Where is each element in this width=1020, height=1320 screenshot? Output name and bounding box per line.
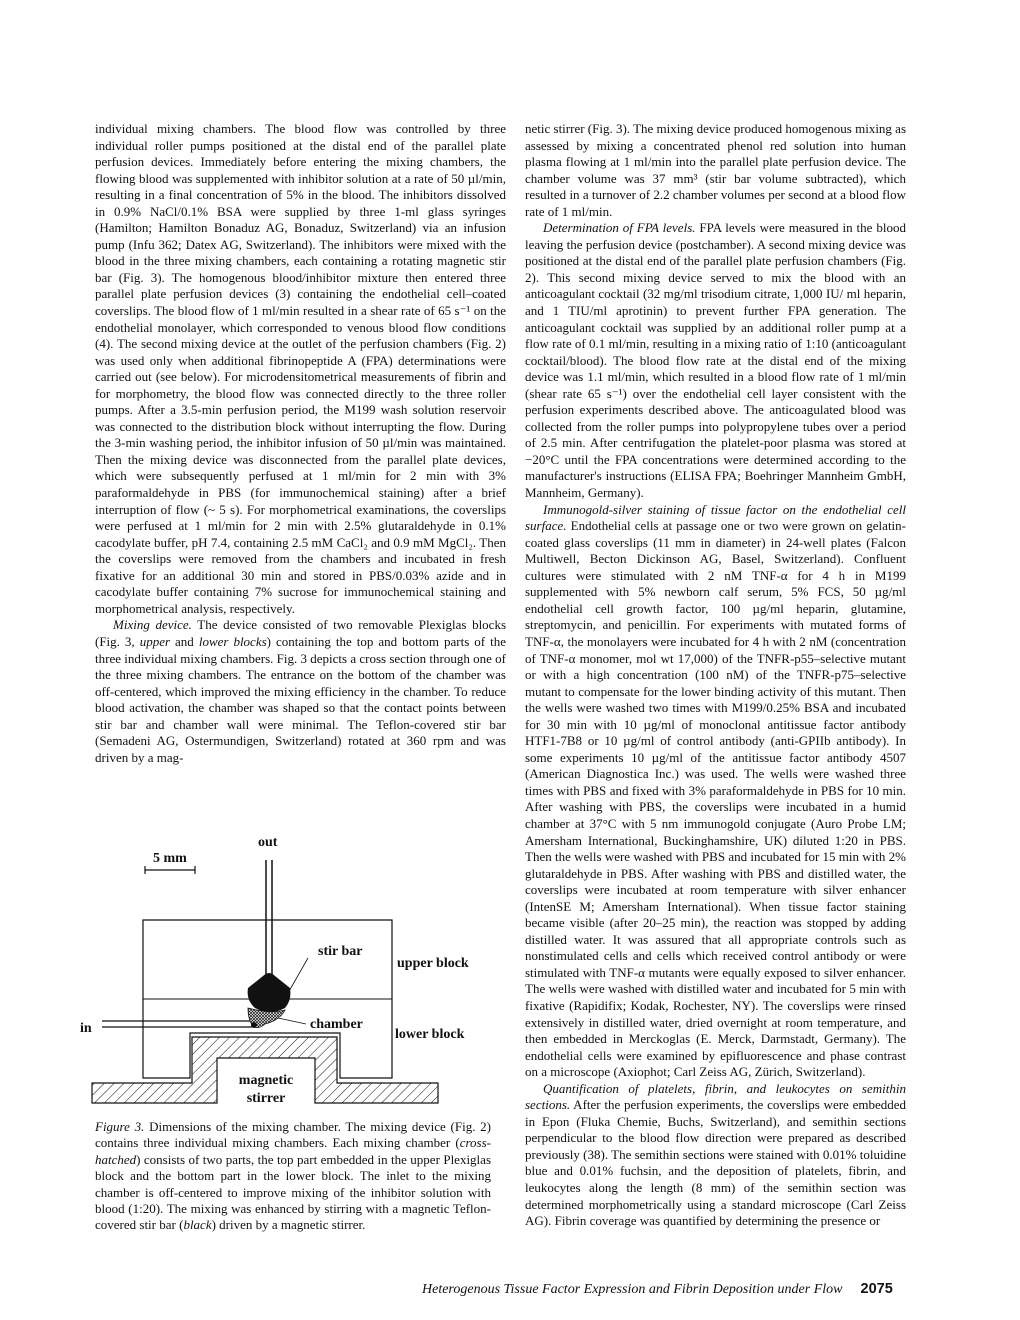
text: Endothelial cells at passage one or two were grown on gelatin-coated glass coverslips (11 mm in diameter) in 24-well plates (Falcon Multiwell, Becton Dickinson AG, Basel, Switzerland). Confluent cultures were stimulated with 2 nM TNF-α for 4 h in M199 supplemented with 5% newborn calf serum, 5% FCS, 50 µg/ml endothelial cell growth factor, 100 µg/ml heparin, glutamine, streptomycin, and penicillin. For experiments with mutated forms of TNF-α, the monolayers were incubated for 4 h with 2 nM (concentration of TNF-α monomer, mol wt 17,000) of the TNFR-p55–selective mutant or with a high concentration (100 nM) of the TNFR-p75–selective mutant to compensate for the lower binding activity of this mutant. Then the wells were washed two times with M199/0.25% BSA and incubated for 30 min with 10 µg/ml of monoclonal antitissue factor antibody HTF1-7B8 or 10 µg/ml of control antibody (anti-GPIIb antibody). In some experiments 10 µg/ml of the antitissue factor antibody 4507 (American Diagnostica Inc.) was used. The wells were washed three times with PBS and fixed with 3% paraformaldehyde in PBS for 10 min. After washing with PBS, the coverslips were incubated in a humid chamber at 37°C with 5 nm immunogold conjugate (Auro Probe LM; Amersham International, Buckinghamshire, UK) diluted 1:20 in PBS. Then the wells were washed with PBS and incubated for 15 min with 2% glutaraldehyde in PBS. After washing with PBS and distilled water, the coverslips were incubated at room temperature with silver enhancer (IntenSE M; Amersham International). When tissue factor staining became visible (after 20–25 min), the reaction was stopped by adding distilled water. It was assured that all appropriate controls such as nonstimulated cells and cells which received control antibody or were stimulated with TNF-α mutants were equally exposed to silver enhancer. The wells were washed with distilled water and incubated for 5 min with fixative (Rapidifix; Kodak, Rochester, NY). The coverslips were rinsed extensively in distilled water, dried overnight at room temperature, and then embedded in Merckoglas (E. Merck, Darmstadt, Germany). The endothelial cells were examined by epifluorescence and phase contrast on a microscope (Axiophot; Carl Zeiss AG, Zürich, Switzerland). [525, 518, 906, 1080]
caption-label: Figure 3. [95, 1119, 145, 1134]
text-italic: cross-hatched [95, 1135, 491, 1167]
paragraph-immunogold-staining [525, 502, 906, 1081]
text: ) containing the top and bottom parts of the three individual mixing chambers. Fig. 3 depicts a cross section through one of the three mixing chambers. The entrance on the bottom of the chamber was off-centered, which improved the mixing efficiency in the chamber. To reduce blood activation, the chamber was shaped so that the contact points between stir bar and chamber wall were minimal. The Teflon-covered stir bar (Semadeni AG, Ostermundigen, Switzerland) rotated at 360 rpm and was driven by a mag- [95, 633, 507, 765]
scale-bar [145, 866, 195, 874]
paragraph-mixing-device-cont: netic stirrer (Fig. 3). The mixing device produced homogenous mixing as assessed by mixing a concentrated phenol red solution into human plasma flowing at 1 ml/min into the parallel plate perfusion device. The chamber volume was 37 mm³ (stir bar volume subtracted), which resulted in a turnover of 2.2 chamber volumes per second at a blood flow rate of 1 ml/min. [525, 121, 907, 219]
text-italic: upper [139, 633, 171, 649]
stir-bar-label: stir bar [318, 944, 363, 959]
chamber-label: chamber [310, 1017, 363, 1032]
run-in-heading: Immunogold-silver staining of tissue factor on the endothelial cell surface. [525, 501, 906, 534]
page-number: 2075 [860, 1281, 893, 1297]
mixing-chamber [248, 973, 291, 1028]
inlet-tube [102, 1021, 252, 1027]
figure-caption [95, 1119, 491, 1234]
chamber-leader [278, 1018, 306, 1024]
outlet-tube [266, 860, 272, 976]
running-title: Heterogenous Tissue Factor Expression and Fibrin Deposition under Flow [422, 1282, 843, 1297]
figure-3-mixing-chamber-diagram [80, 830, 500, 1120]
magnetic-label: magnetic [238, 1073, 294, 1088]
stirrer-label: stirrer [246, 1091, 286, 1106]
text: and [170, 633, 199, 649]
text-italic: lower blocks [198, 633, 267, 649]
text: Dimensions of the mixing chamber. The mixing device (Fig. 2) contains three individual mixing chambers. Each mixing chamber ( [95, 1119, 491, 1151]
left-column [95, 121, 506, 766]
in-label: in [80, 1021, 92, 1036]
upper-block-label: upper block [397, 956, 469, 971]
page-footer [422, 1281, 893, 1298]
text-italic: black [183, 1217, 212, 1233]
text: ) consists of two parts, the top part embedded in the upper Plexiglas block and the bottom part in the lower block. The inlet to the mixing chamber is off-centered to improve mixing of the inhibitor solution with blood (1:20). The mixing was enhanced by stirring with a magnetic Teflon-covered stir bar ( [95, 1151, 491, 1233]
paragraph-mixing-device [95, 617, 506, 766]
run-in-heading: Mixing device. [113, 617, 192, 633]
lower-block-label: lower block [395, 1027, 465, 1042]
out-label: out [258, 835, 278, 850]
run-in-heading: Quantification of platelets, fibrin, and leukocytes on semithin sections. [525, 1080, 906, 1113]
paragraph-perfusion-procedure: individual mixing chambers. The blood flow was controlled by three individual roller pumps positioned at the distal end of the parallel plate perfusion devices. Immediately before entering the mixing chambers, the flowing blood was supplemented with inhibitor solution at a rate of 50 µl/min, resulting in a final concentration of 5% in the blood. The inhibitors dissolved in 0.9% NaCl/0.1% BSA were supplied by three 1-ml glass syringes (Hamilton; Hamilton Bonaduz AG, Bonaduz, Switzerland) via an infusion pump (Infu 362; Datex AG, Switzerland). The inhibitors were mixed with the blood in the three mixing chambers, each containing a rotating magnetic stir bar (Fig. 3). The homogenous blood/inhibitor mixture then entered three parallel plate perfusion devices (3) containing the endothelial cell–coated coverslips. The blood flow of 1 ml/min resulted in a shear rate of 65 s⁻¹ on the endothelial monolayer, which corresponded to venous blood flow conditions (4). The second mixing device at the outlet of the perfusion chambers (Fig. 2) was used only when additional fibrinopeptide A (FPA) determinations were carried out (see below). For microdensitometrical measurements of fibrin and for morphometry, the blood flow was connected directly to the three roller pumps. After a 3.5-min perfusion period, the M199 wash solution reservoir was connected to the distribution block without interrupting the flow. During the 3-min washing period, the inhibitor infusion of 50 µl/min was maintained. Then the mixing device was disconnected from the parallel plate devices, which were subsequently perfused at 1 ml/min for 2 min with 3% paraformaldehyde in PBS (for immunochemical staining) after a brief interruption of flow (~ 5 s). For morphometrical examinations, the coverslips were perfused at 1 ml/min for 2 min with 2.5% glutaraldehyde in 0.1% cacodylate buffer, pH 7.4, containing 2.5 mM CaCl₂ and 0.9 mM MgCl₂. Then the coverslips were removed from the chambers and incubated in fresh fixative for an additional 30 min and stored in PBS/0.03% azide and in cacodylate buffer containing 7% sucrose for immunochemical staining and morphometrical analysis, respectively. [95, 121, 506, 616]
text: ) driven by a magnetic stirrer. [211, 1217, 366, 1233]
right-column [525, 121, 906, 1230]
text: After the perfusion experiments, the coverslips were embedded in Epon (Fluka Chemie, Buchs, Switzerland), and semithin sections perpendicular to the blood flow direction were prepared as described previously (38). The semithin sections were stained with 0.01% toluidine blue and 0.01% fuchsin, and the deposition of platelets, fibrin, and leukocytes along the length (8 mm) of the semithin section was determined morphometrically using a standard microscope (Carl Zeiss AG). Fibrin coverage was quantified by determining the presence or [525, 1097, 906, 1229]
paragraph-fpa-levels [525, 220, 906, 501]
run-in-heading: Determination of FPA levels. [543, 220, 696, 236]
text: FPA levels were measured in the blood leaving the perfusion device (postchamber). A second mixing device was positioned at the distal end of the parallel plate perfusion chambers (Fig. 2). This second mixing device served to mix the blood with an anticoagulant cocktail (32 mg/ml trisodium citrate, 1,000 IU/ ml heparin, and 1 TIU/ml aprotinin) to prevent further FPA generation. The anticoagulant cocktail was supplied by an additional roller pump at a flow rate of 0.1 ml/min, resulting in a mixing ratio of 1:10 (anticoagulant cocktail/blood). The blood flow rate at the distal end of the mixing device was 1.1 ml/min, which resulted in a blood flow rate of 1 ml/min (shear rate 65 s⁻¹) over the endothelial cell layer consistent with the perfusion experiments described above. The anticoagulated blood was collected from the roller pumps into polypropylene tubes over a period of 2.5 min. After centrifugation the platelet-poor plasma was stored at −20°C until the FPA concentrations were determined according to the manufacturer's instructions (ELISA FPA; Boehringer Mannheim GmbH, Mannheim, Germany). [525, 220, 906, 501]
scale-bar-label: 5 mm [153, 851, 187, 866]
stir-bar-leader [288, 958, 308, 993]
paragraph-quantification [525, 1081, 906, 1230]
text: The device consisted of two removable Plexiglas blocks (Fig. 3, [95, 617, 507, 649]
